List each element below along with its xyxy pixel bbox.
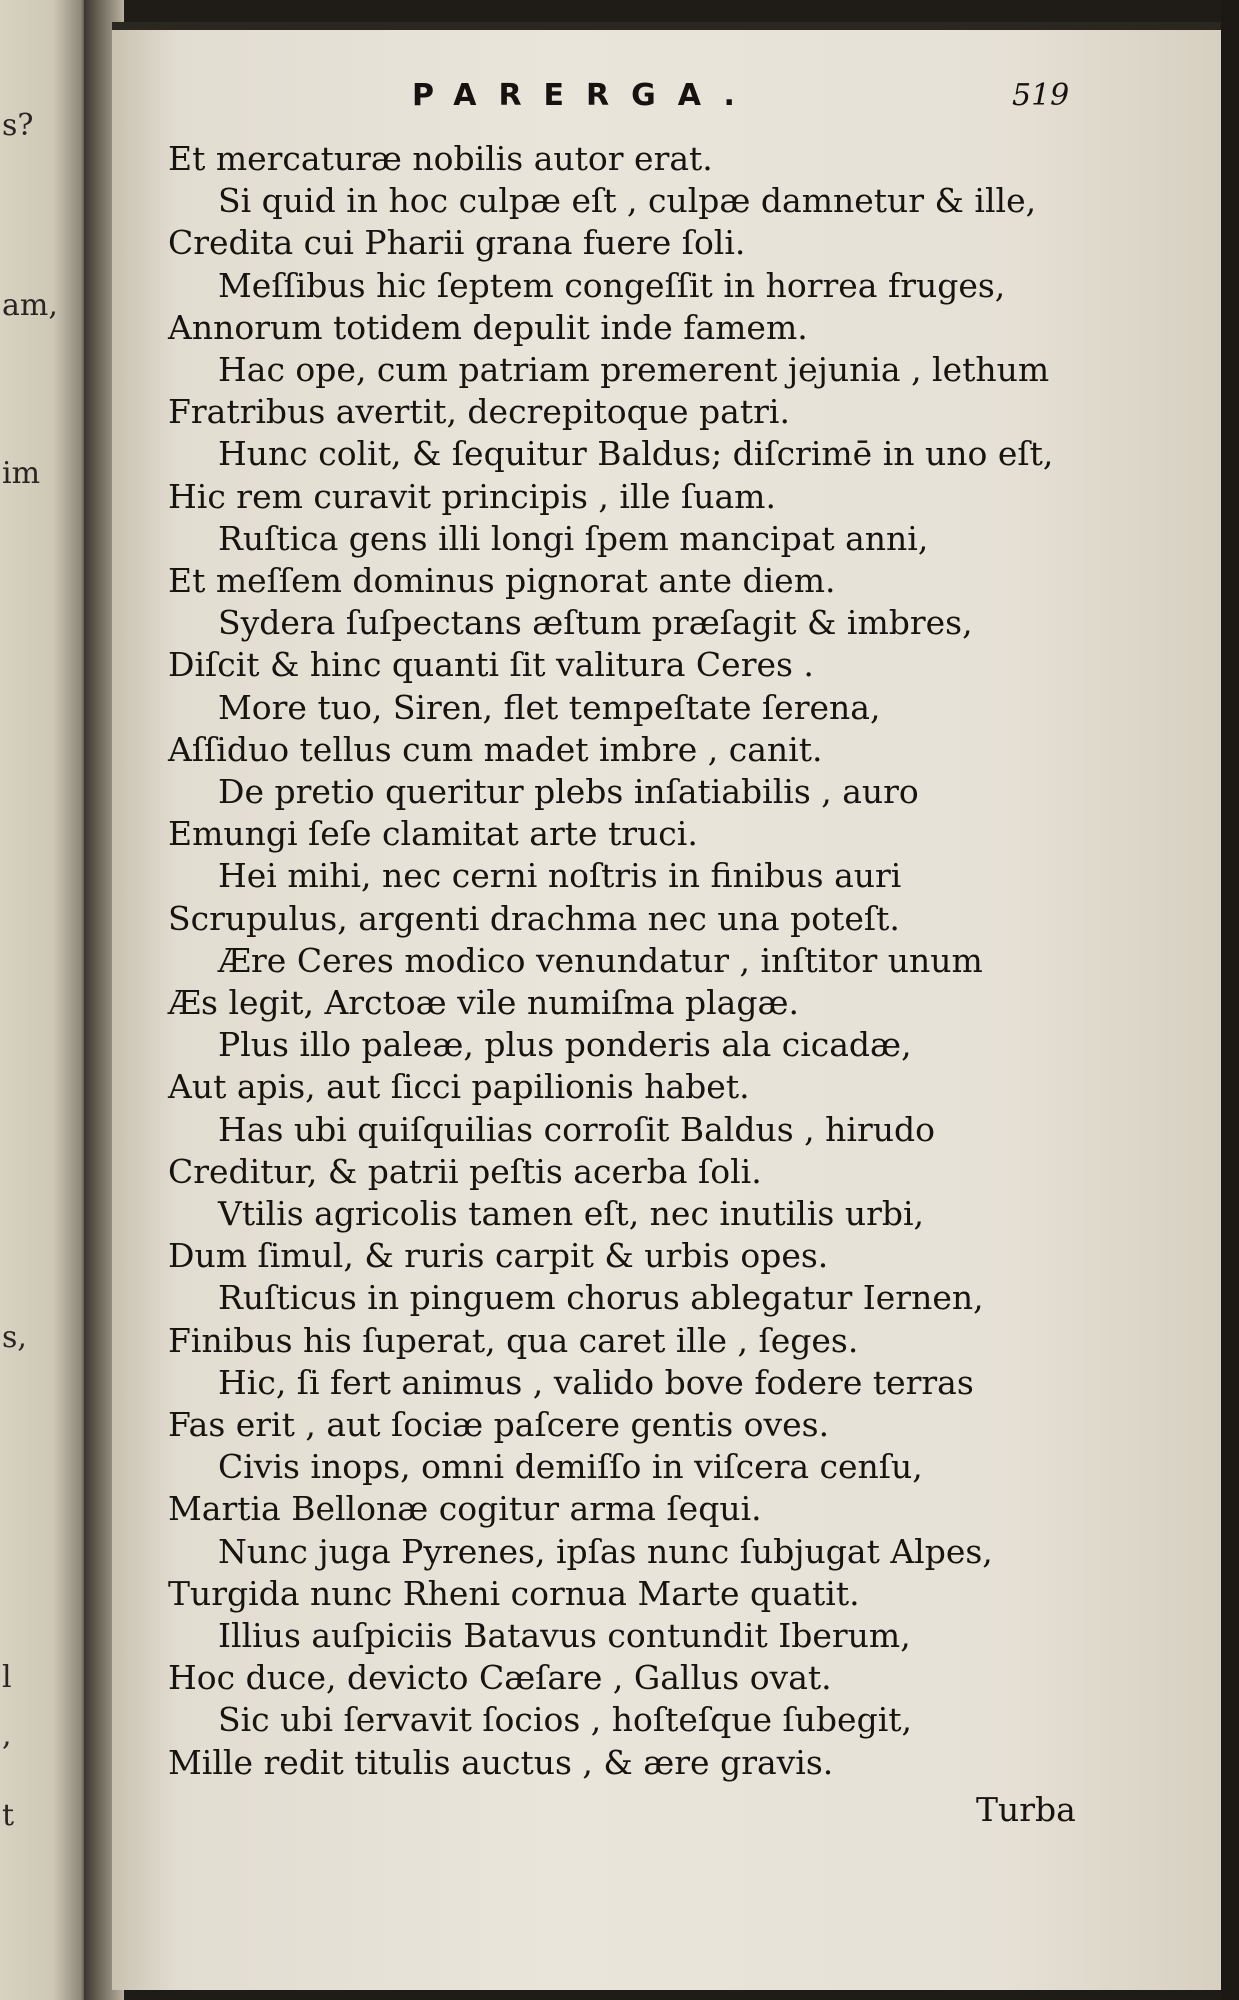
verse-line: Ruſtica gens illi longi ſpem mancipat anni, [218, 518, 929, 558]
verse-line: Ære Ceres modico venundatur , inſtitor unum [218, 940, 983, 980]
verse-line: Hei mihi, nec cerni noſtris in finibus auri [218, 856, 902, 896]
verse-line: Diſcit & hinc quanti ſit valitura Ceres . [168, 645, 814, 685]
margin-fragment: s? [2, 108, 34, 143]
verse-line: Aut apis, aut ſicci papilionis habet. [168, 1067, 750, 1107]
verse-line: De pretio queritur plebs inſatiabilis , auro [218, 772, 919, 811]
verse-line: Illius auſpiciis Batavus contundit Iberum, [218, 1616, 911, 1655]
running-title: PARERGA. [412, 78, 757, 113]
verse-line: Scrupulus, argenti drachma nec una poteſt. [168, 898, 900, 938]
facing-page-edge [0, 0, 88, 2000]
verse-line: Et mercaturæ nobilis autor erat. [168, 139, 713, 178]
page-number: 519 [1012, 78, 1070, 113]
verse-line: Emungi ſeſe clamitat arte truci. [168, 814, 698, 854]
verse-line: Fratribus avertit, decrepitoque patri. [168, 392, 790, 432]
margin-fragment: , [2, 1718, 12, 1753]
verse-line: Finibus his ſuperat, qua caret ille , ſeges. [168, 1320, 859, 1360]
verse-line: Nunc juga Pyrenes, ipſas nunc ſubjugat Alpes, [218, 1531, 993, 1571]
verse-line: Si quid in hoc culpæ eſt , culpæ damnetur & ille, [218, 181, 1037, 221]
verse-line: Æs legit, Arctoæ vile numiſma plagæ. [168, 983, 799, 1022]
page-edge-shadow [1221, 0, 1239, 2000]
margin-fragment: im [2, 456, 41, 491]
verse-line: Sydera ſuſpectans æſtum præſagit & imbres, [218, 603, 973, 643]
verse-line: Ruſticus in pinguem chorus ablegatur Iernen, [218, 1278, 984, 1318]
margin-fragment: s, [2, 1320, 27, 1355]
verse-line: Credita cui Pharii grana fuere ſoli. [168, 223, 746, 263]
verse-line: Creditur, & patrii peſtis acerba ſoli. [168, 1151, 762, 1191]
verse-line: Et meſſem dominus pignorat ante diem. [168, 561, 836, 600]
verse-line: Hic rem curavit principis , ille ſuam. [168, 476, 776, 516]
verse-line: Annorum totidem depulit inde famem. [168, 307, 808, 347]
verse-line: Aſſiduo tellus cum madet imbre , canit. [168, 729, 823, 769]
verse-line: Hac ope, cum patriam premerent jejunia , lethum [218, 350, 1050, 389]
verse-line: Fas erit , aut ſociæ paſcere gentis oves. [168, 1405, 830, 1444]
verse-line: Dum ſimul, & ruris carpit & urbis opes. [168, 1236, 829, 1276]
margin-fragment: t [2, 1798, 15, 1833]
verse-line: Has ubi quiſquilias corroſit Baldus , hirudo [218, 1109, 935, 1149]
verse-line: Hunc colit, & ſequitur Baldus; diſcrimē in uno eſt, [218, 434, 1054, 474]
running-header [112, 78, 1222, 122]
verse-line: Hoc duce, devicto Cæſare , Gallus ovat. [168, 1658, 832, 1698]
verse-line: Sic ubi ſervavit ſocios , hoſteſque ſubegit, [218, 1700, 913, 1740]
catchword: Turba [976, 1790, 1076, 1829]
verse-line: Plus illo paleæ, plus ponderis ala cicadæ, [218, 1025, 912, 1065]
margin-fragment: l [2, 1660, 12, 1695]
verse-line: Mille redit titulis auctus , & ære gravis. [168, 1742, 834, 1782]
verse-line: More tuo, Siren, flet tempeſtate ſerena, [218, 687, 881, 727]
verse-line: Martia Bellonæ cogitur arma ſequi. [168, 1489, 762, 1529]
verse-line: Turgida nunc Rheni cornua Marte quatit. [168, 1573, 860, 1613]
margin-fragment: am, [2, 288, 58, 323]
book-page [112, 22, 1222, 1990]
verse-line: Meſſibus hic ſeptem congeſſit in horrea fruges, [218, 265, 1006, 305]
verse-line: Civis inops, omni demiſſo in viſcera cenſu, [218, 1447, 923, 1487]
verse-line: Hic, ſi fert animus , valido bove fodere terras [218, 1362, 974, 1402]
verse-line: Vtilis agricolis tamen eſt, nec inutilis urbi, [218, 1194, 925, 1233]
